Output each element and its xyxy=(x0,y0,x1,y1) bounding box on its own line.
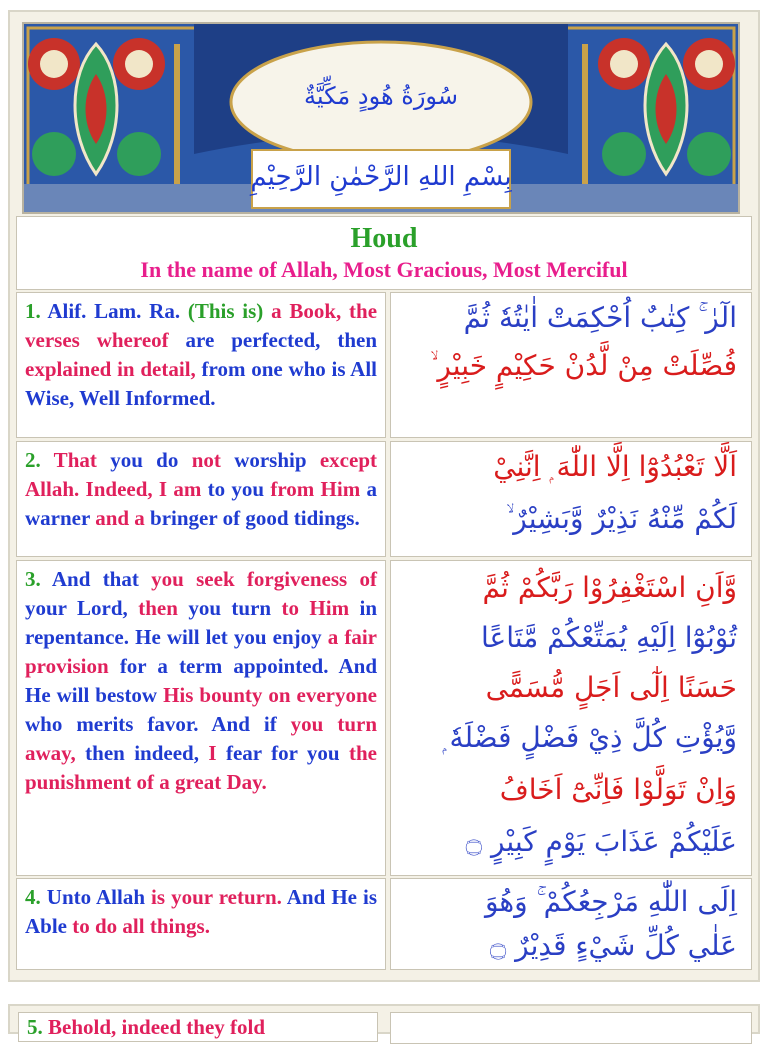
arabic-line: وَّاَنِ اسْتَغْفِرُوْا رَبَّكُمْ ثُمَّ xyxy=(482,571,737,604)
verse-text-segment: you turn away, xyxy=(25,712,377,765)
verse-text-segment: Behold, indeed they fold xyxy=(42,1015,266,1039)
verse-arabic-partial xyxy=(390,1012,752,1044)
arabic-line: اِلَى اللّٰهِ مَرْجِعُكُمْ ۚ وَهُوَ xyxy=(484,885,737,918)
arabic-line: عَلَيْكُمْ عَذَابَ يَوْمٍ كَبِيْرٍ ۝ xyxy=(465,825,737,858)
arabic-line: فُصِّلَتْ مِنْ لَّدُنْ حَكِيْمٍ خَبِيْرٍ ۙ xyxy=(430,349,737,382)
arabic-line: اَلَّا تَعْبُدُوْٓا اِلَّا اللّٰهَ ۭ اِنَّنِيْ xyxy=(493,450,737,483)
verse-text-segment: a warner xyxy=(25,477,377,530)
arabic-line: حَسَنًا اِلٰٓى اَجَلٍ مُّسَمًّى xyxy=(485,671,737,704)
verse-translation-partial xyxy=(18,1012,378,1042)
verse-text-segment: then xyxy=(138,596,189,620)
verse-text-segment: is your return. xyxy=(151,885,287,909)
verse-text-segment: are perfected, then xyxy=(185,328,377,352)
verse-text-segment: then indeed, xyxy=(85,741,209,765)
arabic-line: عَلٰي كُلِّ شَيْءٍ قَدِيْرٌ ۝ xyxy=(489,929,737,962)
arabic-line: تُوْبُوْٓا اِلَيْهِ يُمَتِّعْكُمْ مَّتَاعًا xyxy=(480,621,737,654)
verse-text-segment: from Him xyxy=(270,477,367,501)
verse-text-segment: a Book, xyxy=(271,299,350,323)
arabic-line: وَاِنْ تَوَلَّوْا فَاِنِّىْٓ اَخَافُ xyxy=(499,773,737,806)
ornamental-header xyxy=(22,22,740,214)
verse-text-segment: (This is) xyxy=(187,299,272,323)
verse-text-segment: you turn xyxy=(188,596,282,620)
verse-text-segment: Indeed, I am xyxy=(85,477,208,501)
arabic-line: وَّيُؤْتِ كُلَّ ذِيْ فَضْلٍ فَضْلَهٗ ۭ xyxy=(442,721,737,754)
verse-arabic xyxy=(390,441,752,557)
verse-text-segment: who merits favor. And if xyxy=(25,712,291,736)
verse-text-segment: I xyxy=(208,741,226,765)
verse-text-segment: worship xyxy=(234,448,320,472)
verse-number: 1. xyxy=(25,299,41,323)
verse-translation xyxy=(16,560,386,876)
verse-number: 5. xyxy=(27,1015,43,1039)
verse-text-segment: the verses whereof xyxy=(25,299,378,352)
title-cell xyxy=(16,216,752,290)
verse-translation xyxy=(16,441,386,557)
verse-text-segment: except Allah. xyxy=(25,448,377,501)
verse-translation xyxy=(16,292,386,438)
verse-text-segment: the punishment of a great Day. xyxy=(25,741,377,794)
verse-text-segment: to you xyxy=(207,477,271,501)
surah-title-arabic: سُورَةُ هُودٍ مَكِّيَّةٌ xyxy=(304,82,458,110)
verse-arabic xyxy=(390,560,752,876)
verse-translation xyxy=(16,878,386,970)
verse-text-segment: you seek forgiveness of xyxy=(151,567,378,591)
verse-number: 3. xyxy=(25,567,41,591)
verse-text-segment: That xyxy=(40,448,111,472)
verse-text-segment: in repentance. He will let you enjoy xyxy=(25,596,377,649)
verse-text-segment: to do all things. xyxy=(72,914,210,938)
verse-arabic xyxy=(390,292,752,438)
verse-text-segment: And that xyxy=(40,567,152,591)
arabic-line: لَكُمْ مِّنْهُ نَذِيْرٌ وَّبَشِيْرٌ ۙ xyxy=(506,502,737,535)
verse-text-segment: His bounty on everyone xyxy=(163,683,378,707)
verse-text-segment: bringer of good tidings. xyxy=(150,506,360,530)
verse-text-segment: explained in detail, xyxy=(25,357,202,381)
verse-text-segment: to Him xyxy=(281,596,360,620)
verse-text-segment: a fair provision xyxy=(25,625,377,678)
verse-text-segment: And He is Able xyxy=(25,885,378,938)
next-page-sheet xyxy=(8,1004,760,1039)
verse-text-segment: for a term appointed. And He will bestow xyxy=(25,654,377,707)
verse-text-segment: not xyxy=(191,448,235,472)
verse-text-segment: Alif. Lam. Ra. xyxy=(40,299,188,323)
verse-number: 4. xyxy=(25,885,41,909)
verse-number: 2. xyxy=(25,448,41,472)
arabic-line: الٓرٰ ۚ كِتٰبٌ اُحْكِمَتْ اٰيٰتُهٗ ثُمَّ xyxy=(463,301,737,334)
verse-arabic xyxy=(390,878,752,970)
verse-text-segment: you do xyxy=(110,448,192,472)
verse-text-segment: fear for you xyxy=(225,741,349,765)
verse-text-segment: your Lord, xyxy=(25,596,139,620)
verse-text-segment: from one who is All Wise, Well Informed. xyxy=(25,357,377,410)
bismillah-english: In the name of Allah, Most Gracious, Most Merciful xyxy=(140,257,628,282)
bismillah-arabic: بِسْمِ اللهِ الرَّحْمٰنِ الرَّحِيْمِ xyxy=(250,162,512,192)
verse-text-segment: Unto Allah xyxy=(40,885,152,909)
surah-name: Houd xyxy=(350,223,418,254)
verse-text-segment: and a xyxy=(95,506,151,530)
